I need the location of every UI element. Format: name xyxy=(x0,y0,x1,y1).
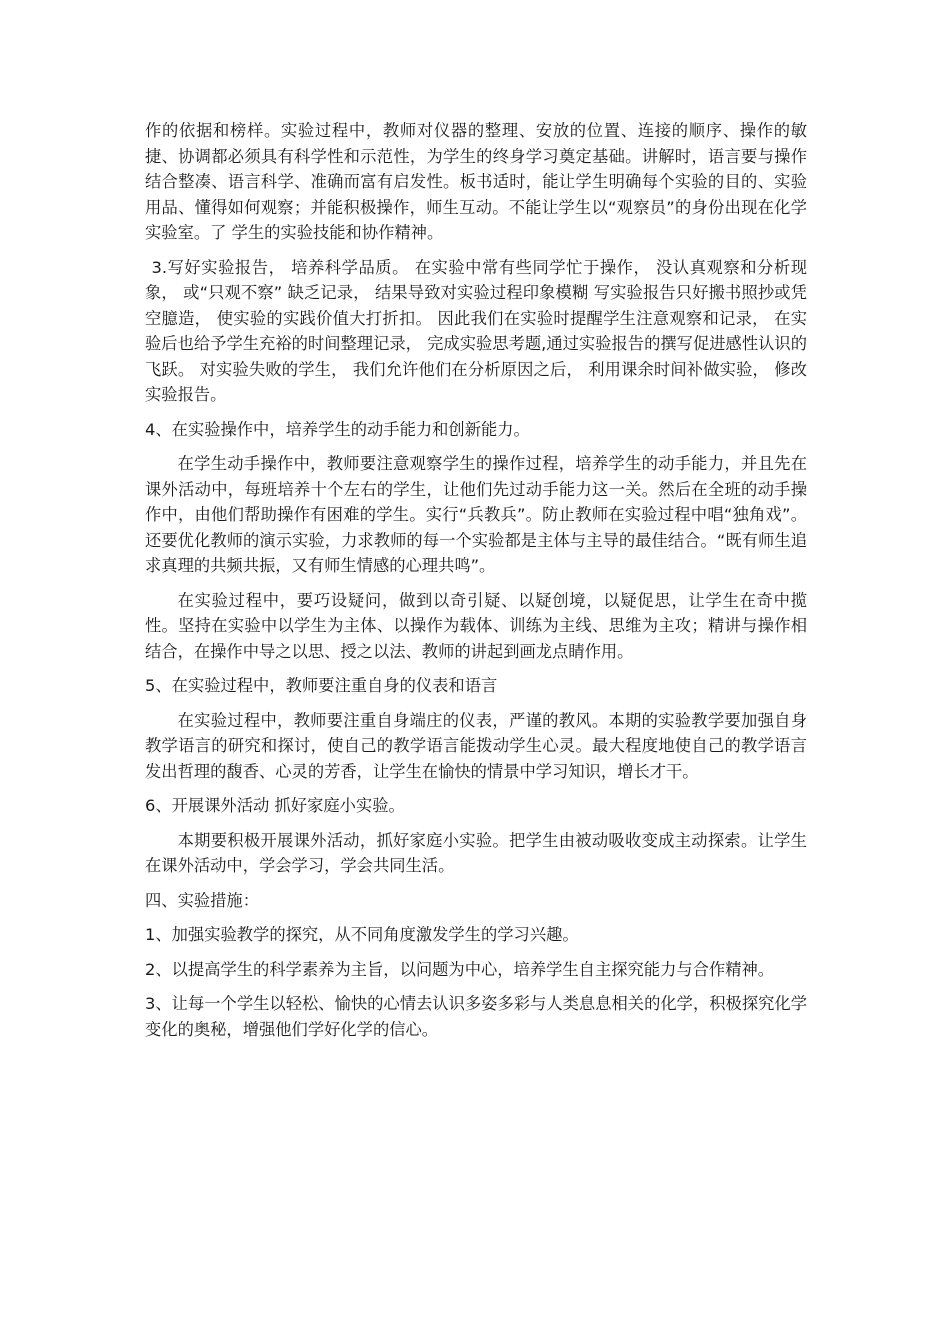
document-page xyxy=(145,118,807,1051)
paragraph-extracurricular: 本期要积极开展课外活动，抓好家庭小实验。把学生由被动吸收变成主动探索。让学生在课外活动中，学会学习，学会共同生活。 xyxy=(145,830,807,875)
heading-item-4: 4、在实验操作中，培养学生的动手能力和创新能力。 xyxy=(145,419,530,439)
section-heading-measures: 四、实验措施： xyxy=(145,890,259,910)
paragraph-hands-on: 在学生动手操作中，教师要注意观察学生的操作过程，培养学生的动手能力，并且先在课外活动中，每班培养十个左右的学生，让他们先过动手能力这一关。然后在全班的动手操作中，由他们帮助操作有困难的学生。实行“兵教兵”。防止教师在实验过程中唱“独角戏”。还要优化教师的演示实验，力求教师的每一个实验都是主体与主导的最佳结合。“既有师生追求真理的共频共振，又有师生情感的心理共鸣”。 xyxy=(145,454,807,575)
paragraph-lab-report: 3.写好实验报告， 培养科学品质。 在实验中常有些同学忙于操作， 没认真观察和分析现象， 或“只观不察” 缺乏记录， 结果导致对实验过程印象模糊 写实验报告只好搬书照抄或凭空臆造， 使实验的实践价值大打折扣。 因此我们在实验时提醒学生注意观察和记录， 在实验后也给予学生充裕的时间整理记录， 完成实验思考题,通过实验报告的撰写促进感性认识的飞跃。 对实验失败的学生， 我们允许他们在分析原因之后， 利用课余时间补做实验， 修改实验报告。 xyxy=(145,257,807,404)
paragraph-continuation: 作的依据和榜样。实验过程中，教师对仪器的整理、安放的位置、连接的顺序、操作的敏捷、协调都必须具有科学性和示范性，为学生的终身学习奠定基础。讲解时，语言要与操作结合整凑、语言科学、准确而富有启发性。板书适时，能让学生明确每个实验的目的、实验用品、懂得如何观察；并能积极操作，师生互动。不能让学生以“观察员”的身份出现在化学实验室。了 学生的实验技能和协作精神。 xyxy=(145,121,807,242)
heading-item-5: 5、在实验过程中，教师要注重自身的仪表和语言 xyxy=(145,676,498,695)
heading-item-6: 6、开展课外活动 抓好家庭小实验。 xyxy=(145,796,405,815)
measure-item-1: 1、加强实验教学的探究，从不同角度激发学生的学习兴趣。 xyxy=(145,925,579,944)
measure-item-2: 2、以提高学生的科学素养为主旨，以问题为中心，培养学生自主探究能力与合作精神。 xyxy=(145,959,775,979)
paragraph-teacher-demeanor: 在实验过程中，教师要注重自身端庄的仪表，严谨的教风。本期的实验教学要加强自身教学语言的研究和探讨，使自己的教学语言能拨动学生心灵。最大程度地使自己的教学语言发出哲理的馥香、心灵的芳香，让学生在愉快的情景中学习知识，增长才干。 xyxy=(145,710,807,781)
measure-item-3: 3、让每一个学生以轻松、愉快的心情去认识多姿多彩与人类息息相关的化学，积极探究化学变化的奥秘，增强他们学好化学的信心。 xyxy=(145,994,807,1039)
paragraph-questioning: 在实验过程中，要巧设疑问，做到以奇引疑、以疑创境，以疑促思，让学生在奇中揽性。坚持在实验中以学生为主体、以操作为载体、训练为主线、思维为主攻；精讲与操作相结合，在操作中导之以思、授之以法、教师的讲起到画龙点睛作用。 xyxy=(145,590,807,661)
